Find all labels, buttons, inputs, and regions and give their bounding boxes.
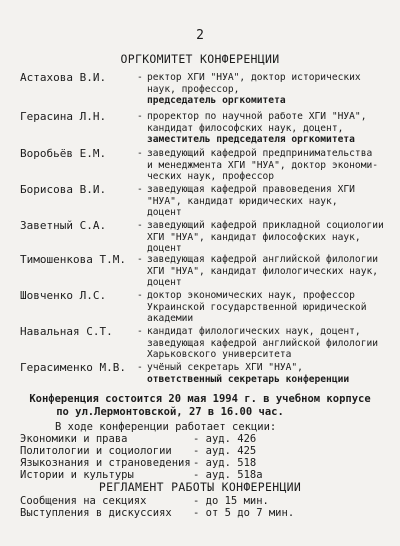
section-room: - ауд. 518а <box>193 469 263 481</box>
member-line: Харьковского университета <box>147 349 292 360</box>
member-line: и менеджмента ХГИ "НУА", доктор экономи- <box>147 159 379 171</box>
section-room: - ауд. 426 <box>193 433 257 445</box>
member-role: ответственный секретарь конференции <box>147 373 350 385</box>
member-line: - заведующий кафедрой предпринимательства <box>137 148 373 159</box>
regulation-label: Сообщения на секциях <box>20 495 147 507</box>
member-line: ХГИ "НУА", кандидат филологических наук, <box>147 265 379 277</box>
member-description <box>137 326 395 361</box>
member-name: Воробьёв Е.М. <box>20 147 107 160</box>
member-line: - заведующая кафедрой английской филологии <box>137 254 379 265</box>
member-line: доцент <box>147 277 182 288</box>
member-name: Астахова В.И. <box>20 71 107 84</box>
member-description <box>137 111 395 146</box>
member-line: заведующая кафедрой английской филологии <box>147 337 379 349</box>
sections-intro: В ходе конференции работает секции: <box>55 421 277 433</box>
member-name: Герасименко М.В. <box>20 361 126 374</box>
page-number: 2 <box>196 28 204 43</box>
section-name: Экономики и права <box>20 433 128 445</box>
member-role: председатель оргкомитета <box>147 95 286 106</box>
member-name: Шовченко Л.С. <box>20 289 107 302</box>
regulations-title: РЕГЛАМЕНТ РАБОТЫ КОНФЕРЕНЦИИ <box>98 480 302 494</box>
member-line: Украинской государственной юридической <box>147 301 367 313</box>
member-name: Навальная С.Т. <box>20 325 113 338</box>
section-room: - ауд. 518 <box>193 457 257 469</box>
member-name: Борисова В.И. <box>20 183 107 196</box>
section-room: - ауд. 425 <box>193 445 257 457</box>
member-line: "НУА", кандидат юридических наук, <box>147 195 338 207</box>
announcement-line-1: Конференция состоится 20 мая 1994 г. в учебном корпусе <box>29 393 371 405</box>
member-line: - доктор экономических наук, профессор <box>137 290 355 301</box>
member-name: Герасина Л.Н. <box>20 110 107 123</box>
regulation-value: - от 5 до 7 мин. <box>193 507 295 519</box>
member-description <box>137 148 395 183</box>
member-description <box>137 290 395 325</box>
member-line: - ректор ХГИ "НУА", доктор исторических <box>137 72 361 83</box>
member-role: заместитель председателя оргкомитета <box>147 134 355 145</box>
section-name: Истории и культуры <box>20 469 134 481</box>
member-description <box>137 362 395 385</box>
member-line: доцент <box>147 243 182 254</box>
member-line: - учёный секретарь ХГИ "НУА", <box>137 362 303 373</box>
member-name: Заветный С.А. <box>20 219 107 232</box>
member-line: - кандидат филологических наук, доцент, <box>137 326 361 337</box>
member-line: кандидат философских наук, доцент, <box>147 122 344 134</box>
member-line: ХГИ "НУА", кандидат философских наук, <box>147 231 361 243</box>
regulation-value: - до 15 мин. <box>193 495 269 507</box>
member-description <box>137 220 395 255</box>
member-description <box>137 72 395 107</box>
section-name: Политологии и социологии <box>20 445 172 457</box>
member-line: академии <box>147 313 194 324</box>
member-line: - проректор по научной работе ХГИ "НУА", <box>137 111 367 122</box>
member-description <box>137 184 395 219</box>
section-name: Языкознания и страноведения <box>20 457 191 469</box>
announcement-line-2: по ул.Лермонтовской, 27 в 16.00 час. <box>56 406 284 418</box>
committee-title: ОРГКОМИТЕТ КОНФЕРЕНЦИИ <box>120 52 280 66</box>
member-line: - заведующий кафедрой прикладной социологии <box>137 220 384 231</box>
member-description <box>137 254 395 289</box>
member-name: Тимошенкова Т.М. <box>20 253 126 266</box>
member-line: - заведующая кафедрой правоведения ХГИ <box>137 184 355 195</box>
member-line: доцент <box>147 207 182 218</box>
member-line: наук, профессор, <box>147 83 240 95</box>
regulation-label: Выступления в дискуссиях <box>20 507 172 519</box>
member-line: ческих наук, профессор <box>147 171 275 182</box>
